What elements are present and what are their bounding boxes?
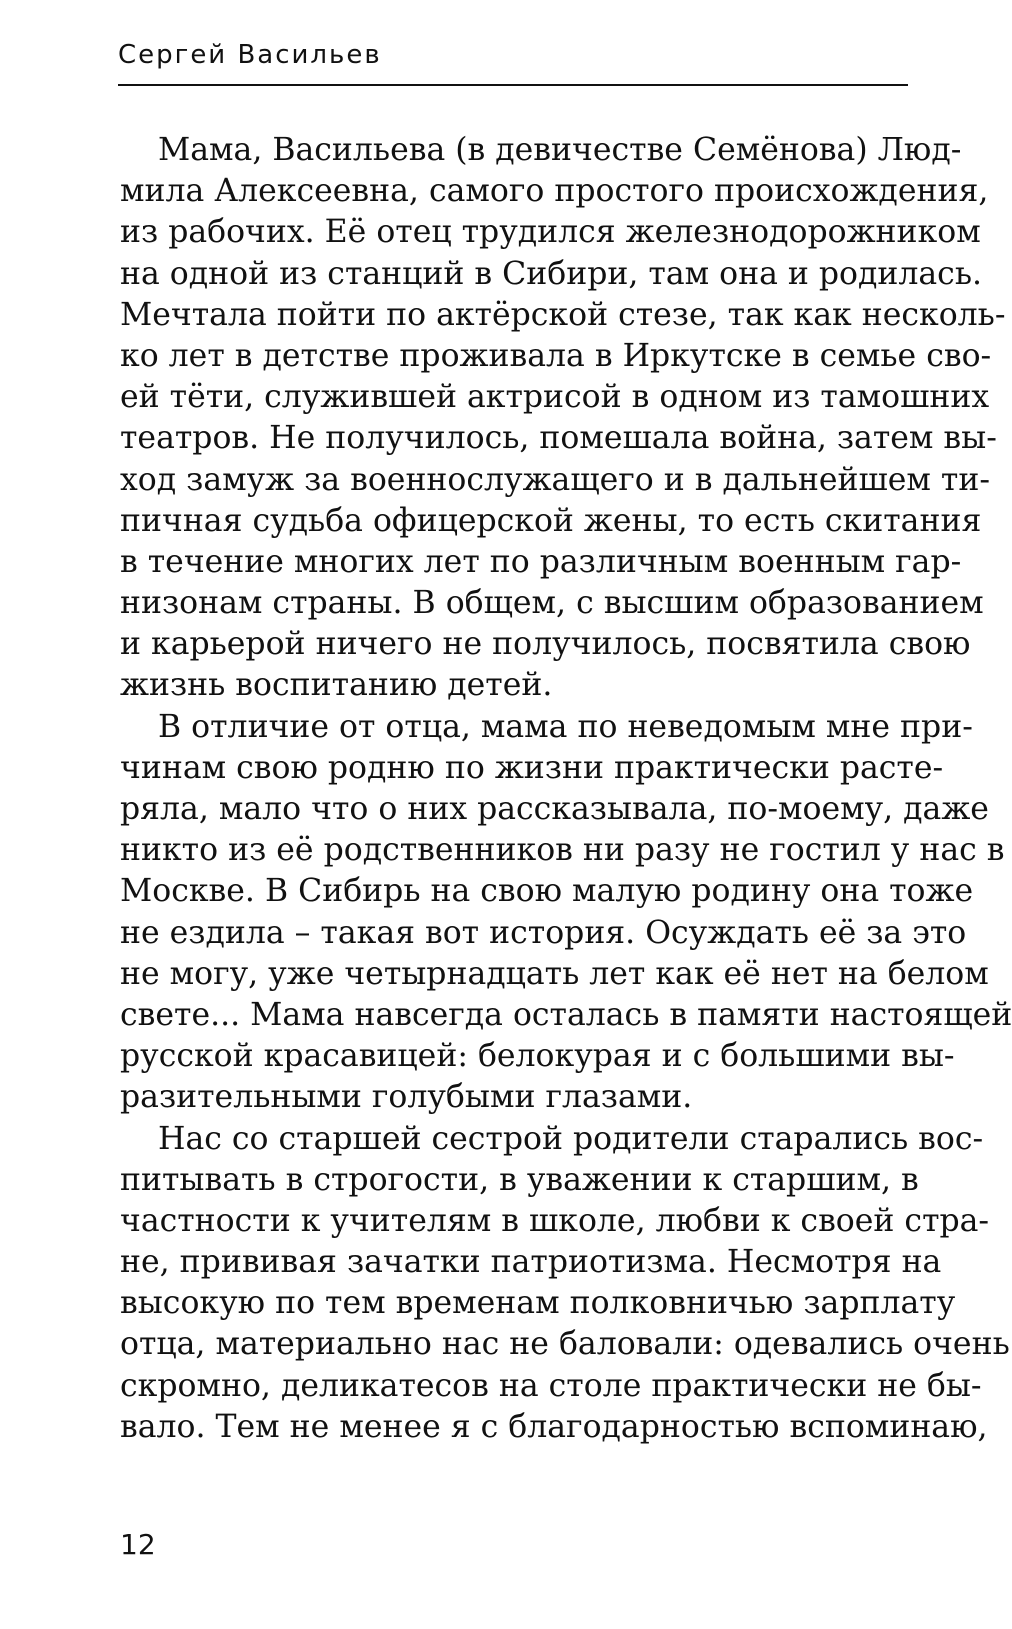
text-line: на одной из станций в Сибири, там она и родилась. (120, 255, 982, 292)
text-line: чинам свою родню по жизни практически расте- (120, 749, 944, 786)
running-head (118, 30, 908, 86)
running-title: Сергей Васильев (118, 40, 382, 70)
text-line: ход замуж за военнослужащего и в дальнейшем ти- (120, 461, 990, 498)
text-line: и карьерой ничего не получилось, посвятила свою (120, 626, 971, 663)
text-line: Мечтала пойти по актёрской стезе, так как несколь- (120, 296, 1006, 333)
text-line: мила Алексеевна, самого простого происхождения, (120, 173, 989, 210)
text-line: низонам страны. В общем, с высшим образованием (120, 585, 984, 622)
text-line: жизнь воспитанию детей. (120, 667, 553, 704)
page-number: 12 (120, 1528, 156, 1561)
text-line: ей тёти, служившей актрисой в одном из тамошних (120, 379, 990, 416)
text-line: русской красавицей: белокурая и с большими вы- (120, 1038, 955, 1075)
text-line: Москве. В Сибирь на свою малую родину она тоже (120, 873, 974, 910)
text-line: театров. Не получилось, помешала война, затем вы- (120, 420, 997, 457)
text-line: ко лет в детстве проживала в Иркутске в семье сво- (120, 337, 992, 374)
text-line: высокую по тем временам полковничью зарплату (120, 1285, 956, 1322)
text-line: не могу, уже четырнадцать лет как её нет на белом (120, 955, 989, 992)
text-line: не ездила – такая вот история. Осуждать её за это (120, 914, 967, 951)
text-line: В отличие от отца, мама по неведомым мне при- (158, 708, 973, 745)
text-line: скромно, деликатесов на столе практически не бы- (120, 1367, 982, 1404)
text-line: частности к учителям в школе, любви к своей стра- (120, 1202, 990, 1239)
text-line: ряла, мало что о них рассказывала, по-моему, даже (120, 791, 989, 827)
text-line: Мама, Васильева (в девичестве Семёнова) Люд- (158, 132, 962, 168)
text-line: пичная судьба офицерской жены, то есть скитания (120, 502, 982, 539)
text-line: свете... Мама навсегда осталась в памяти настоящей (120, 996, 1012, 1033)
text-line: не, прививая зачатки патриотизма. Несмотря на (120, 1244, 942, 1281)
text-line: вало. Тем не менее я с благодарностью вспоминаю, (120, 1408, 988, 1445)
text-line: из рабочих. Её отец трудился железнодорожником (120, 214, 981, 251)
text-line: питывать в строгости, в уважении к старшим, в (120, 1161, 919, 1198)
text-line: Нас со старшей сестрой родители старались вос- (158, 1120, 984, 1157)
paragraph-2 (120, 707, 1012, 1119)
text-line: разительными голубыми глазами. (120, 1079, 693, 1116)
text-line: в течение многих лет по различным военным гар- (120, 543, 962, 580)
body-text (120, 130, 1012, 1448)
text-line: никто из её родственников ни разу не гостил у нас в (120, 832, 1005, 869)
paragraph-3 (120, 1119, 1010, 1449)
paragraph-1 (120, 130, 1006, 707)
text-line: отца, материально нас не баловали: одевались очень (120, 1326, 1010, 1363)
